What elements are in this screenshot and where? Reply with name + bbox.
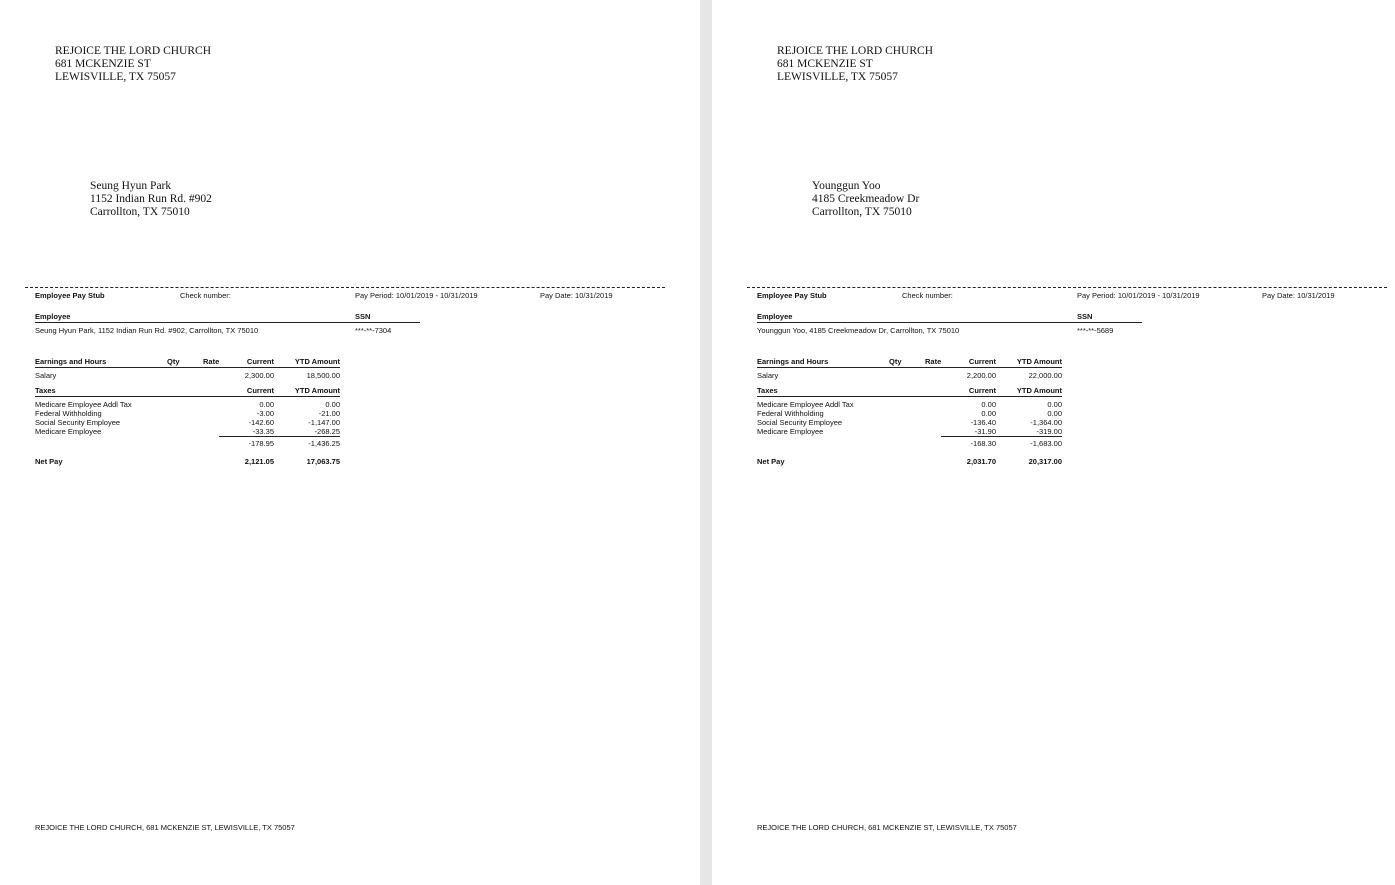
earnings-header-qty: Qty [167, 357, 180, 366]
earning-ytd: 22,000.00 [1028, 371, 1062, 380]
tax-label: Medicare Employee [757, 427, 824, 436]
footer-address: REJOICE THE LORD CHURCH, 681 MCKENZIE ST, LEWISVILLE, TX 75057 [35, 823, 295, 832]
employee-info: Younggun Yoo, 4185 Creekmeadow Dr, Carrollton, TX 75010 [757, 326, 960, 335]
tax-current: -136.40 [970, 418, 996, 427]
sender-address [55, 45, 211, 84]
pay-stub-page [712, 0, 1395, 885]
pay-date: Pay Date: 10/31/2019 [540, 291, 613, 300]
taxes-header-ytd: YTD Amount [1016, 386, 1062, 395]
recipient-city: Carrollton, TX 75010 [90, 206, 190, 218]
earning-ytd: 18,500.00 [306, 371, 340, 380]
pay-period: Pay Period: 10/01/2019 - 10/31/2019 [355, 291, 478, 300]
tax-total-divider [219, 436, 340, 437]
recipient-address [812, 180, 919, 219]
tax-ytd: 0.00 [325, 400, 340, 409]
tax-label: Medicare Employee Addl Tax [35, 400, 132, 409]
earnings-header-qty: Qty [889, 357, 902, 366]
net-pay-current: 2,121.05 [244, 457, 274, 466]
ssn-value: ***-**-7304 [355, 326, 392, 335]
net-pay-ytd: 17,063.75 [306, 457, 340, 466]
page-separator [700, 0, 712, 885]
tax-current: 0.00 [259, 400, 274, 409]
tax-total-current: -178.95 [248, 439, 274, 448]
sender-city: LEWISVILLE, TX 75057 [777, 71, 898, 83]
employee-divider [35, 322, 420, 323]
taxes-header-title: Taxes [35, 386, 56, 395]
perforation-line [25, 287, 665, 288]
earnings-header-ytd: YTD Amount [1016, 357, 1062, 366]
ssn-label: SSN [1077, 312, 1093, 321]
tax-current: -31.90 [974, 427, 996, 436]
tax-label: Federal Withholding [35, 409, 102, 418]
sender-city: LEWISVILLE, TX 75057 [55, 71, 176, 83]
tax-total-divider [941, 436, 1062, 437]
tax-total-current: -168.30 [970, 439, 996, 448]
earning-label: Salary [757, 371, 779, 380]
earnings-divider [757, 367, 1062, 368]
tax-label: Social Security Employee [35, 418, 121, 427]
tax-ytd: 0.00 [1047, 409, 1062, 418]
earnings-divider [35, 367, 340, 368]
sender-street: 681 MCKENZIE ST [55, 58, 151, 70]
recipient-street: 1152 Indian Run Rd. #902 [90, 193, 212, 205]
earnings-header-rate: Rate [925, 357, 942, 366]
tax-current: 0.00 [981, 400, 996, 409]
pay-date: Pay Date: 10/31/2019 [1262, 291, 1335, 300]
tax-label: Medicare Employee [35, 427, 102, 436]
pay-period: Pay Period: 10/01/2019 - 10/31/2019 [1077, 291, 1200, 300]
tax-total-ytd: -1,683.00 [1030, 439, 1062, 448]
tax-ytd: -21.00 [318, 409, 340, 418]
footer-address: REJOICE THE LORD CHURCH, 681 MCKENZIE ST, LEWISVILLE, TX 75057 [757, 823, 1017, 832]
net-pay-ytd: 20,317.00 [1028, 457, 1062, 466]
employee-divider [757, 322, 1142, 323]
tax-ytd: 0.00 [1047, 400, 1062, 409]
tax-label: Medicare Employee Addl Tax [757, 400, 854, 409]
check-number-label: Check number: [180, 291, 231, 300]
tax-ytd: -268.25 [314, 427, 340, 436]
tax-total-ytd: -1,436.25 [308, 439, 340, 448]
earnings-header-rate: Rate [203, 357, 220, 366]
taxes-header-current: Current [968, 386, 996, 395]
tax-ytd: -319.00 [1036, 427, 1062, 436]
earnings-header-title: Earnings and Hours [757, 357, 829, 366]
perforation-line [747, 287, 1387, 288]
employee-label: Employee [757, 312, 793, 321]
taxes-header-current: Current [246, 386, 274, 395]
ssn-label: SSN [355, 312, 371, 321]
recipient-city: Carrollton, TX 75010 [812, 206, 912, 218]
tax-label: Federal Withholding [757, 409, 824, 418]
recipient-address [90, 180, 212, 219]
earning-current: 2,300.00 [244, 371, 274, 380]
recipient-name: Younggun Yoo [812, 180, 881, 192]
sender-street: 681 MCKENZIE ST [777, 58, 873, 70]
net-pay-label: Net Pay [35, 457, 63, 466]
net-pay-label: Net Pay [757, 457, 785, 466]
employee-label: Employee [35, 312, 71, 321]
sender-address [777, 45, 933, 84]
taxes-header-title: Taxes [757, 386, 778, 395]
sender-name: REJOICE THE LORD CHURCH [55, 45, 212, 57]
stub-title: Employee Pay Stub [757, 291, 827, 300]
earnings-header-title: Earnings and Hours [35, 357, 107, 366]
tax-ytd: -1,364.00 [1030, 418, 1062, 427]
recipient-name: Seung Hyun Park [90, 180, 172, 192]
earnings-header-ytd: YTD Amount [294, 357, 340, 366]
ssn-value: ***-**-5689 [1077, 326, 1114, 335]
taxes-divider [35, 396, 340, 397]
stub-title: Employee Pay Stub [35, 291, 105, 300]
earning-current: 2,200.00 [966, 371, 996, 380]
net-pay-current: 2,031.70 [966, 457, 996, 466]
tax-current: 0.00 [981, 409, 996, 418]
employee-info: Seung Hyun Park, 1152 Indian Run Rd. #902, Carrollton, TX 75010 [35, 326, 259, 335]
taxes-header-ytd: YTD Amount [294, 386, 340, 395]
tax-current: -33.35 [252, 427, 274, 436]
tax-ytd: -1,147.00 [308, 418, 340, 427]
taxes-divider [757, 396, 1062, 397]
recipient-street: 4185 Creekmeadow Dr [812, 193, 920, 205]
tax-label: Social Security Employee [757, 418, 843, 427]
sender-name: REJOICE THE LORD CHURCH [777, 45, 934, 57]
earnings-header-current: Current [246, 357, 274, 366]
earning-label: Salary [35, 371, 57, 380]
tax-current: -142.60 [248, 418, 274, 427]
earnings-header-current: Current [968, 357, 996, 366]
tax-current: -3.00 [256, 409, 274, 418]
check-number-label: Check number: [902, 291, 953, 300]
